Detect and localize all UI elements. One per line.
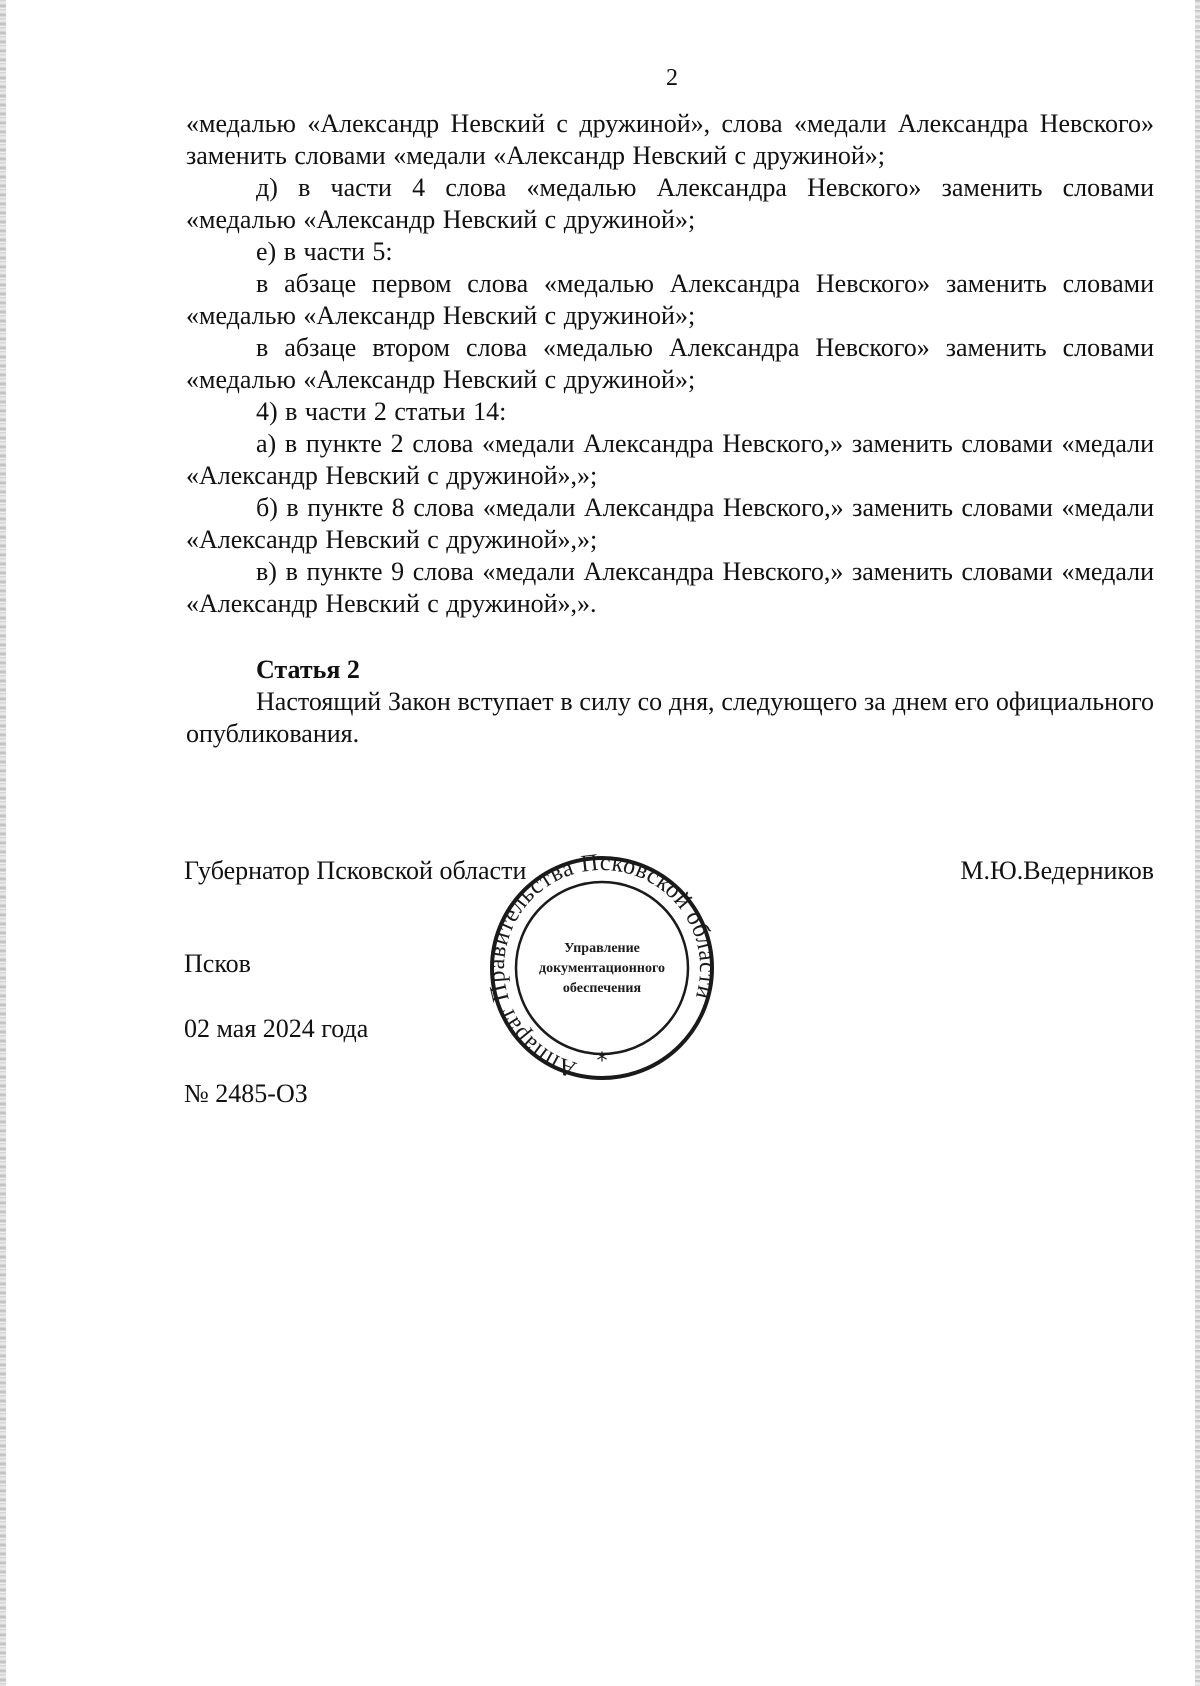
seal-inner-line-2: документационного [539, 961, 665, 976]
signing-date: 02 мая 2024 года [184, 1014, 369, 1043]
seal-inner-line-3: обеспечения [562, 981, 642, 996]
official-seal [488, 854, 716, 1084]
paragraph: в абзаце первом слова «медалью Александра Невского» заменить словами «медалью «Александр Невский с дружиной»; [186, 269, 1154, 330]
paragraph: е) в части 5: [256, 237, 393, 266]
paragraph: в) в пункте 9 слова «медали Александра Невского,» заменить словами «медали «Александр Невский с дружиной»,». [186, 557, 1154, 618]
scan-edge-right [1195, 0, 1200, 1686]
body-text [186, 108, 1154, 620]
paragraph: б) в пункте 8 слова «медали Александра Невского,» заменить словами «медали «Александр Невский с дружиной»,»; [186, 493, 1154, 554]
page-number: 2 [666, 65, 678, 91]
seal-star-icon: * [596, 1049, 608, 1074]
paragraph: д) в части 4 слова «медалью Александра Невского» заменить словами «медалью «Александр Невский с дружиной»; [186, 173, 1154, 234]
seal-outer-text: Аппарат П ительства Псковской обл и [488, 854, 716, 1083]
article-text: Настоящий Закон вступает в силу со дня, следующего за днем его официального опубликования. [186, 687, 1154, 748]
paragraph: «медалью «Александр Невский с дружиной», слова «медали Александра Невского» заменить словами «медали «Александр Невский с дружиной»; [186, 109, 1154, 170]
paragraph: 4) в части 2 статьи 14: [256, 397, 507, 426]
article-heading: Статья 2 [256, 655, 360, 684]
law-number: № 2485-ОЗ [184, 1079, 308, 1108]
paragraph: в абзаце втором слова «медалью Александра Невского» заменить словами «медалью «Александр Невский с дружиной»; [186, 333, 1154, 394]
place-of-signing: Псков [184, 949, 251, 978]
seal-inner-line-1: Управление [564, 941, 640, 956]
paragraph: а) в пункте 2 слова «медали Александра Невского,» заменить словами «медали «Александр Невский с дружиной»,»; [186, 429, 1154, 490]
signatory-title: Губернатор Псковской области [184, 856, 527, 885]
official-seal-graphic [488, 854, 716, 1084]
signatory-name: М.Ю.Ведерников [960, 856, 1154, 885]
article-2 [186, 654, 1154, 750]
scan-edge-left [0, 0, 6, 1686]
